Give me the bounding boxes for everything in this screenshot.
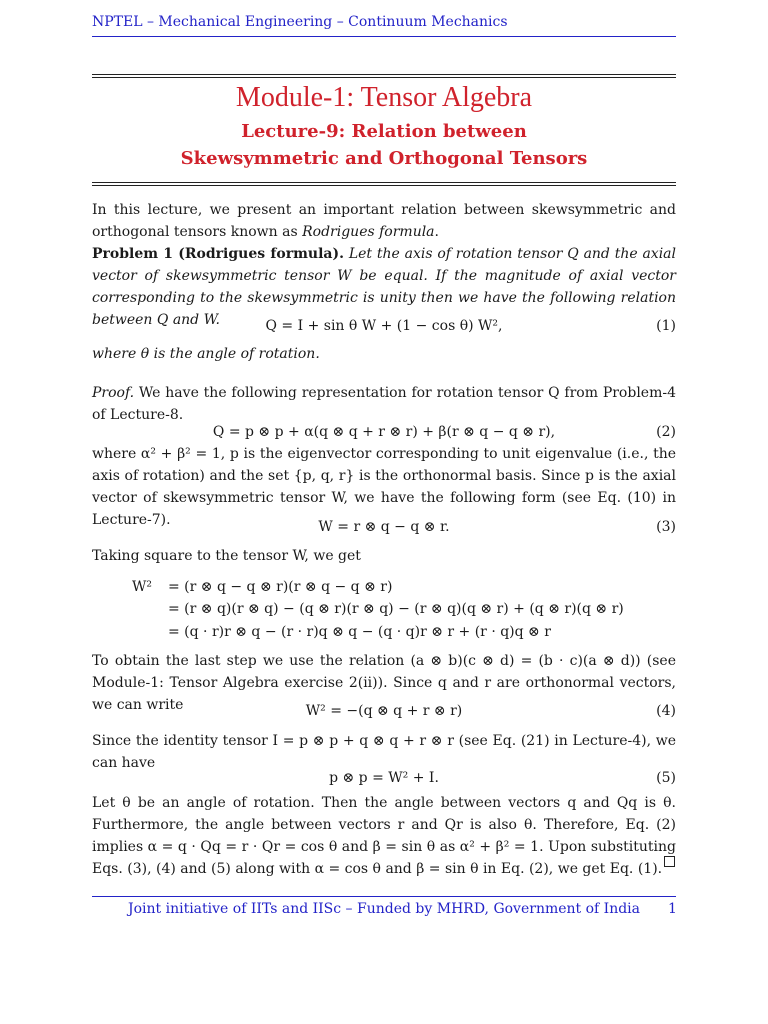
proof-paragraph-5: Since the identity tensor I = p ⊗ p + q ⊗ q + r ⊗ r (see Eq. (21) in Lecture-4), we can have (92, 733, 676, 771)
lecture-title-line1: Lecture-9: Relation between (241, 121, 527, 142)
footer-rule (92, 896, 676, 897)
equation-5: p ⊗ p = W² + I. (5) (329, 770, 676, 786)
problem-statement: Problem 1 (Rodrigues formula). Let the axis of rotation tensor Q and the axial vector of skewsymmetric tensor W be equal. If the magnitude of axial vector corresponding to the skewsymmetric is unity then we have the following relation between Q and W. (92, 246, 677, 328)
qed-box (664, 856, 675, 867)
lecture-title-line2: Skewsymmetric and Orthogonal Tensors (180, 148, 588, 169)
equation-2: Q = p ⊗ p + α(q ⊗ q + r ⊗ r) + β(r ⊗ q − q ⊗ r), (2) (212, 424, 676, 440)
proof-paragraph-6: Let θ be an angle of rotation. Then the angle between vectors q and Qq is θ. Furthermore, the angle between vectors r and Qr is also θ. Therefore, Eq. (2) implies α = q · Qq = r · Qr = cos θ and β = sin θ as α² + β² = 1. Upon substituting Eqs. (3), (4) and (5) along with α = cos θ and β = sin θ in Eq. (2), we get Eq. (1). (92, 795, 676, 877)
equation-4: W² = −(q ⊗ q + r ⊗ r) (4) (305, 703, 676, 719)
proof-paragraph-2: where α² + β² = 1, p is the eigenvector corresponding to unit eigenvalue (i.e., the axis of rotation) and the set {p, q, r} is the orthonormal basis. Since p is the axial vector of skewsymmetric tensor W, we have the following form (see Eq. (10) in Lecture-7). (92, 446, 676, 528)
where-angle-text: where θ is the angle of rotation. (92, 346, 320, 362)
title-rule-bottom-2 (92, 185, 676, 186)
intro-paragraph: In this lecture, we present an important relation between skewsymmetric and orthogonal tensors known as Rodrigues formula. (92, 202, 676, 240)
w-squared-lhs: W² (132, 579, 153, 595)
header-rule (92, 36, 676, 37)
title-rule-bottom (92, 182, 676, 183)
proof-paragraph-4: To obtain the last step we use the relation (a ⊗ b)(c ⊗ d) = (b · c)(a ⊗ d)) (see Module-1: Tensor Algebra exercise 2(ii)). Since q and r are orthonormal vectors, we can write (92, 653, 676, 713)
page-number: 1 (668, 901, 677, 917)
proof-paragraph-1: Proof. We have the following representation for rotation tensor Q from Problem-4 of Lecture-8. (92, 385, 676, 423)
running-header: NPTEL – Mechanical Engineering – Continuum Mechanics (92, 14, 508, 30)
title-rule-top (92, 74, 676, 75)
equation-1: Q = I + sin θ W + (1 − cos θ) W², (1) (265, 318, 676, 334)
footer-text: Joint initiative of IITs and IISc – Funded by MHRD, Government of India (127, 901, 641, 917)
equation-3: W = r ⊗ q − q ⊗ r. (3) (318, 519, 676, 535)
proof-paragraph-3: Taking square to the tensor W, we get (92, 548, 361, 564)
w-squared-line-1: = (r ⊗ q − q ⊗ r)(r ⊗ q − q ⊗ r) (168, 579, 393, 595)
module-title: Module-1: Tensor Algebra (235, 82, 533, 113)
w-squared-line-3: = (q · r)r ⊗ q − (r · r)q ⊗ q − (q · q)r ⊗ r + (r · q)q ⊗ r (168, 624, 551, 640)
title-rule-top-2 (92, 77, 676, 78)
w-squared-line-2: = (r ⊗ q)(r ⊗ q) − (q ⊗ r)(r ⊗ q) − (r ⊗ q)(q ⊗ r) + (q ⊗ r)(q ⊗ r) (168, 601, 624, 617)
